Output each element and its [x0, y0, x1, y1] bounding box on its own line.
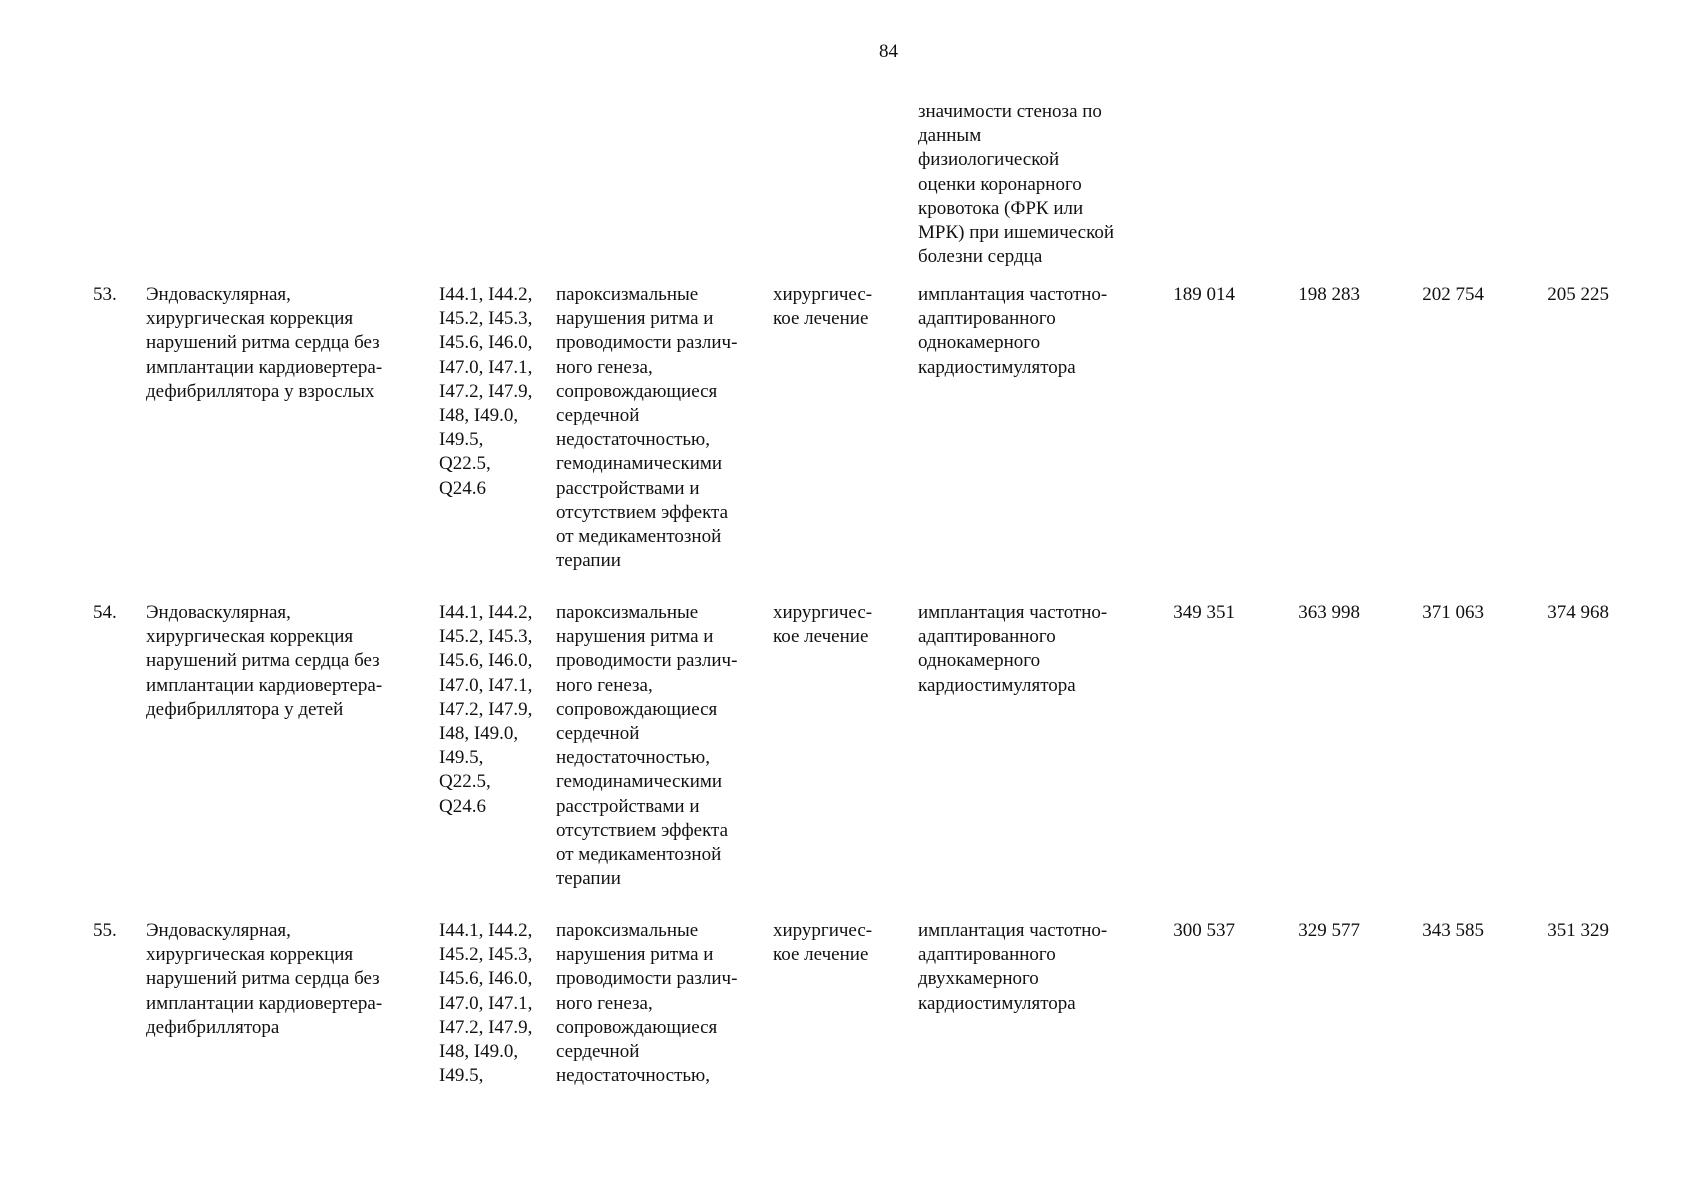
treatment-method: имплантация частотно- адаптированного однокамерного кардиостимулятора — [918, 602, 1108, 696]
treatment-method: имплантация частотно- адаптированного двухкамерного кардиостимулятора — [918, 920, 1108, 1014]
treatment-type: хирургичес- кое лечение — [773, 920, 873, 966]
row-number: 54. — [93, 602, 117, 623]
price-3: 343 585 — [1422, 920, 1484, 941]
price-2: 363 998 — [1298, 602, 1360, 623]
treatment-type: хирургичес- кое лечение — [773, 284, 873, 330]
price-1: 349 351 — [1173, 602, 1235, 623]
patient-model: пароксизмальные нарушения ритма и проводимости различ- ного генеза, сопровождающиеся сердечной недостаточностью, — [556, 920, 738, 1087]
page-number: 84 — [879, 41, 898, 62]
continued-method-text: значимости стеноза по данным физиологической оценки коронарного кровотока (ФРК или МРК) при ишемической болезни сердца — [918, 101, 1115, 268]
price-3: 371 063 — [1422, 602, 1484, 623]
price-4: 205 225 — [1547, 284, 1609, 305]
icd-codes: I44.1, I44.2, I45.2, I45.3, I45.6, I46.0, I47.0, I47.1, I47.2, I47.9, I48, I49.0, I49.5, Q22.5, Q24.6 — [439, 602, 533, 817]
icd-codes: I44.1, I44.2, I45.2, I45.3, I45.6, I46.0, I47.0, I47.1, I47.2, I47.9, I48, I49.0, I49.5, — [439, 920, 533, 1087]
price-4: 374 968 — [1547, 602, 1609, 623]
price-3: 202 754 — [1422, 284, 1484, 305]
patient-model: пароксизмальные нарушения ритма и проводимости различ- ного генеза, сопровождающиеся сердечной недостаточностью, гемодинамическими расстройствами и отсутствием эффекта от медикаментозной терапии — [556, 602, 738, 890]
icd-codes: I44.1, I44.2, I45.2, I45.3, I45.6, I46.0, I47.0, I47.1, I47.2, I47.9, I48, I49.0, I49.5, Q22.5, Q24.6 — [439, 284, 533, 499]
procedure-name: Эндоваскулярная, хирургическая коррекция нарушений ритма сердца без имплантации кардиовертера- дефибриллятора у взрослых — [146, 284, 383, 402]
price-2: 198 283 — [1298, 284, 1360, 305]
patient-model: пароксизмальные нарушения ритма и проводимости различ- ного генеза, сопровождающиеся сердечной недостаточностью, гемодинамическими расстройствами и отсутствием эффекта от медикаментозной терапии — [556, 284, 738, 572]
row-number: 53. — [93, 284, 117, 305]
treatment-method: имплантация частотно- адаптированного однокамерного кардиостимулятора — [918, 284, 1108, 378]
procedure-name: Эндоваскулярная, хирургическая коррекция нарушений ритма сердца без имплантации кардиовертера- дефибриллятора — [146, 920, 383, 1038]
row-number: 55. — [93, 920, 117, 941]
procedure-name: Эндоваскулярная, хирургическая коррекция нарушений ритма сердца без имплантации кардиовертера- дефибриллятора у детей — [146, 602, 383, 720]
price-4: 351 329 — [1547, 920, 1609, 941]
treatment-type: хирургичес- кое лечение — [773, 602, 873, 648]
price-1: 300 537 — [1173, 920, 1235, 941]
price-2: 329 577 — [1298, 920, 1360, 941]
price-1: 189 014 — [1173, 284, 1235, 305]
